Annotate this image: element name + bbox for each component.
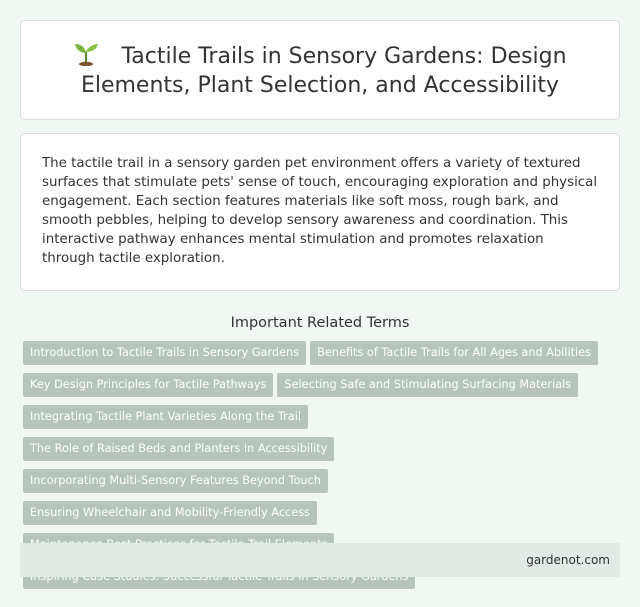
page-title — [41, 40, 599, 100]
related-term-tag[interactable]: Key Design Principles for Tactile Pathways — [23, 373, 273, 397]
footer-site-link[interactable]: gardenot.com — [526, 553, 610, 567]
footer — [20, 543, 620, 577]
title-card — [20, 20, 620, 120]
page-content — [20, 20, 620, 597]
related-term-tag[interactable]: Incorporating Multi-Sensory Features Beyond Touch — [23, 469, 328, 493]
intro-paragraph: The tactile trail in a sensory garden pet environment offers a variety of textured surfaces that stimulate pets' sense of touch, encouraging exploration and physical engagement. Each section features materials like soft moss, rough bark, and smooth pebbles, helping to develop sensory awareness and coordination. This interactive pathway enhances mental stimulation and promotes relaxation through tactile exploration. — [42, 156, 598, 266]
related-term-tag[interactable]: Benefits of Tactile Trails for All Ages and Abilities — [310, 341, 598, 365]
related-term-tag[interactable]: Introduction to Tactile Trails in Sensory Gardens — [23, 341, 306, 365]
page-title-text: Tactile Trails in Sensory Gardens: Design Elements, Plant Selection, and Accessibility — [80, 44, 567, 98]
intro-card — [20, 133, 620, 291]
related-terms-heading: Important Related Terms — [230, 315, 410, 331]
related-term-tag[interactable]: The Role of Raised Beds and Planters in Accessibility — [23, 437, 334, 461]
related-term-tag[interactable]: Selecting Safe and Stimulating Surfacing Materials — [277, 373, 578, 397]
related-term-tag[interactable]: Integrating Tactile Plant Varieties Along the Trail — [23, 405, 308, 429]
related-term-tag[interactable]: Ensuring Wheelchair and Mobility-Friendly Access — [23, 501, 317, 525]
sprout-icon — [73, 40, 99, 66]
